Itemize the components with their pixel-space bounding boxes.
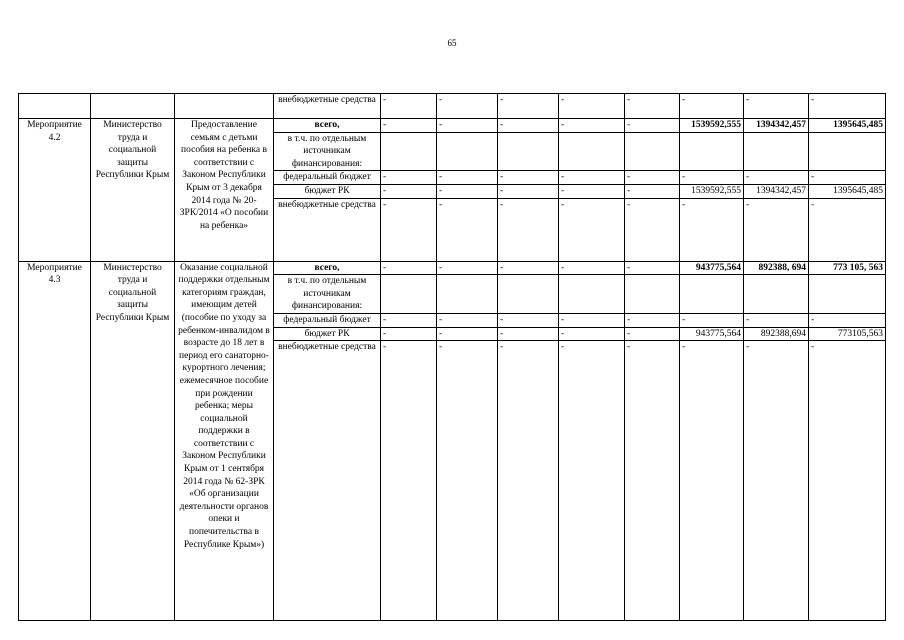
value-cell: -: [744, 313, 809, 327]
value-cell: [809, 275, 886, 314]
executor-cell: [91, 94, 175, 119]
value-cell: -: [498, 198, 559, 261]
value-cell: -: [809, 198, 886, 261]
value-cell: [381, 132, 437, 171]
value-cell: -: [559, 198, 625, 261]
value-cell: -: [744, 198, 809, 261]
value-cell: 1395645,485: [809, 184, 886, 198]
value-cell: 773 105, 563: [809, 261, 886, 275]
value-cell: -: [498, 184, 559, 198]
value-cell: [809, 132, 886, 171]
value-cell: -: [437, 94, 498, 119]
value-cell: -: [809, 94, 886, 119]
description-cell: Оказание социальной поддержки отдельным категориям граждан, имеющим детей (пособие по уходу за ребенком-инвалидом в возрасте до 18 лет в период его санаторно-курортного лечения; ежемесячное пособие при рождении ребенка; меры социальной поддержки в соответствии с Законом Республики Крым от 1 сентября 2014 года № 62-ЗРК «Об организации деятельности органов опеки и попечительства в Республике Крым»): [175, 261, 274, 621]
value-cell: -: [680, 341, 744, 621]
value-cell: 1394342,457: [744, 119, 809, 133]
event-cell: Мероприятие 4.2: [19, 119, 91, 262]
value-cell: -: [625, 119, 680, 133]
value-cell: -: [809, 341, 886, 621]
table-row: [19, 94, 886, 119]
value-cell: 943775,564: [680, 261, 744, 275]
value-cell: -: [625, 313, 680, 327]
value-cell: [498, 275, 559, 314]
value-cell: -: [744, 171, 809, 185]
source-cell: бюджет РК: [274, 184, 381, 198]
value-cell: -: [744, 341, 809, 621]
event-cell: [19, 94, 91, 119]
value-cell: [559, 132, 625, 171]
value-cell: -: [625, 341, 680, 621]
source-cell: внебюджетные средства: [274, 94, 381, 119]
value-cell: -: [625, 184, 680, 198]
value-cell: -: [625, 261, 680, 275]
value-cell: -: [498, 341, 559, 621]
value-cell: -: [559, 171, 625, 185]
value-cell: -: [559, 94, 625, 119]
value-cell: -: [559, 313, 625, 327]
source-cell: всего,: [274, 261, 381, 275]
value-cell: -: [809, 313, 886, 327]
value-cell: [559, 275, 625, 314]
value-cell: [744, 132, 809, 171]
value-cell: [381, 275, 437, 314]
value-cell: -: [381, 198, 437, 261]
value-cell: -: [625, 94, 680, 119]
value-cell: 892388, 694: [744, 261, 809, 275]
source-cell: в т.ч. по отдельным источникам финансирования:: [274, 132, 381, 171]
value-cell: -: [625, 327, 680, 341]
value-cell: -: [498, 94, 559, 119]
value-cell: -: [381, 313, 437, 327]
description-cell: [175, 94, 274, 119]
value-cell: -: [559, 119, 625, 133]
source-cell: всего,: [274, 119, 381, 133]
value-cell: [625, 132, 680, 171]
source-cell: федеральный бюджет: [274, 171, 381, 185]
value-cell: -: [437, 327, 498, 341]
value-cell: [625, 275, 680, 314]
value-cell: -: [559, 261, 625, 275]
value-cell: 943775,564: [680, 327, 744, 341]
value-cell: -: [680, 94, 744, 119]
value-cell: -: [437, 341, 498, 621]
value-cell: -: [437, 171, 498, 185]
value-cell: -: [559, 327, 625, 341]
value-cell: -: [498, 119, 559, 133]
value-cell: -: [809, 171, 886, 185]
value-cell: -: [498, 313, 559, 327]
event-cell: Мероприятие 4.3: [19, 261, 91, 621]
value-cell: -: [381, 341, 437, 621]
value-cell: -: [498, 261, 559, 275]
value-cell: [437, 132, 498, 171]
source-cell: внебюджетные средства: [274, 198, 381, 261]
value-cell: -: [381, 94, 437, 119]
value-cell: 1395645,485: [809, 119, 886, 133]
value-cell: -: [381, 261, 437, 275]
source-cell: внебюджетные средства: [274, 341, 381, 621]
value-cell: 1539592,555: [680, 184, 744, 198]
table-row: [19, 261, 886, 275]
value-cell: -: [680, 313, 744, 327]
value-cell: -: [381, 184, 437, 198]
value-cell: 892388,694: [744, 327, 809, 341]
value-cell: -: [498, 171, 559, 185]
value-cell: -: [498, 327, 559, 341]
value-cell: -: [559, 184, 625, 198]
executor-cell: Министерство труда и социальной защиты Республики Крым: [91, 119, 175, 262]
value-cell: -: [744, 94, 809, 119]
value-cell: -: [437, 184, 498, 198]
executor-cell: Министерство труда и социальной защиты Республики Крым: [91, 261, 175, 621]
value-cell: [744, 275, 809, 314]
source-cell: федеральный бюджет: [274, 313, 381, 327]
value-cell: -: [437, 198, 498, 261]
value-cell: 1394342,457: [744, 184, 809, 198]
value-cell: -: [437, 261, 498, 275]
value-cell: [680, 275, 744, 314]
value-cell: [680, 132, 744, 171]
value-cell: -: [381, 327, 437, 341]
table-row: [19, 119, 886, 133]
value-cell: 1539592,555: [680, 119, 744, 133]
value-cell: -: [559, 341, 625, 621]
value-cell: [437, 275, 498, 314]
value-cell: -: [437, 119, 498, 133]
financing-table: [18, 93, 886, 621]
value-cell: [498, 132, 559, 171]
value-cell: 773105,563: [809, 327, 886, 341]
value-cell: -: [680, 198, 744, 261]
value-cell: -: [625, 171, 680, 185]
source-cell: в т.ч. по отдельным источникам финансирования:: [274, 275, 381, 314]
value-cell: -: [625, 198, 680, 261]
value-cell: -: [437, 313, 498, 327]
description-cell: Предоставление семьям с детьми пособия на ребенка в соответствии с Законом Республики Крым от 3 декабря 2014 года № 20-ЗРК/2014 «О пособии на ребенка»: [175, 119, 274, 262]
value-cell: -: [381, 171, 437, 185]
value-cell: -: [680, 171, 744, 185]
source-cell: бюджет РК: [274, 327, 381, 341]
page-number: 65: [447, 38, 457, 48]
value-cell: -: [381, 119, 437, 133]
